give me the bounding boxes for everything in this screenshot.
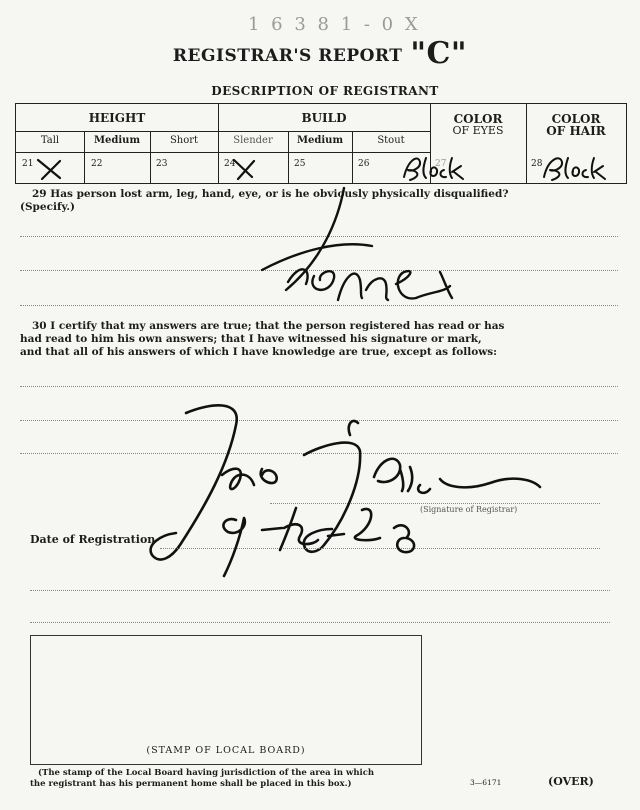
rule-line [30, 590, 610, 591]
form-number: 3—6171 [470, 778, 502, 787]
height-medium-label: Medium [93, 135, 141, 146]
signature-caption: (Signature of Registrar) [420, 505, 518, 514]
rule-line [30, 622, 610, 623]
stamp-box-label: (STAMP OF LOCAL BOARD) [146, 745, 306, 756]
registration-date-text: 9-12-18 [320, 480, 324, 481]
stamp-instructions [30, 768, 430, 790]
description-table [15, 103, 627, 184]
build-stout-label: Stout [377, 135, 405, 146]
eye-color-handwriting [404, 152, 463, 180]
hair-color-value: Black [586, 152, 589, 153]
series-letter: "C" [410, 36, 468, 71]
eye-color-header-line2: OF EYES [452, 124, 504, 137]
field-27: 27 [435, 159, 447, 169]
over-indicator: (OVER) [548, 775, 594, 788]
stamp-instructions-line2: the registrant has his permanent home shall be placed in this box.) [30, 779, 352, 789]
question-29-specify: (Specify.) [20, 201, 75, 213]
height-short-label: Short [169, 135, 199, 146]
field-26: 26 [358, 159, 370, 169]
eye-color-header-line1: COLOR [453, 112, 503, 126]
hair-color-handwriting [544, 152, 605, 180]
physical-answer-text: None [320, 180, 323, 181]
question-30-number: 30 [32, 320, 47, 332]
field-21: 21 [22, 159, 34, 169]
signature-name-text: Jas J Price [340, 395, 346, 396]
eye-color-header [430, 113, 526, 137]
field-22: 22 [91, 159, 103, 169]
report-title-text: REGISTRAR'S REPORT [172, 46, 403, 66]
height-tall-label: Tall [40, 135, 60, 146]
stamp-instructions-line1: (The stamp of the Local Board having jurisdiction of the area in which [38, 768, 375, 778]
date-of-registration-label: Date of Registration [30, 533, 156, 546]
question-30 [20, 320, 620, 359]
height-header: HEIGHT [88, 111, 146, 125]
slender-check-mark [234, 160, 254, 179]
report-title [0, 36, 640, 71]
field-24: 24 [224, 159, 236, 169]
physical-disqualification-answer [0, 180, 640, 320]
section-subtitle: DESCRIPTION OF REGISTRANT [211, 84, 439, 98]
rule-line [20, 386, 618, 387]
build-medium-label: Medium [296, 135, 344, 146]
question-30-line1: I certify that my answers are true; that the person registered has read or has [50, 320, 505, 332]
local-board-stamp-box [30, 635, 422, 765]
question-29-number: 29 [32, 188, 47, 200]
serial-stamp: 1 6 3 8 1 - 0 X [248, 14, 421, 35]
field-23: 23 [156, 159, 168, 169]
question-29-text: Has person lost arm, leg, hand, eye, or is he obviously physically disqualified? [50, 188, 509, 200]
hair-color-header [526, 113, 626, 137]
hair-color-header-line2: OF HAIR [546, 124, 606, 138]
build-slender-label: Slender [233, 135, 273, 146]
eye-color-value: Black [446, 152, 449, 153]
hair-color-header-line1: COLOR [551, 112, 601, 126]
field-28: 28 [531, 159, 543, 169]
question-30-line3: and that all of his answers of which I have knowledge are true, except as follows: [20, 346, 498, 358]
question-30-line2: had read to him his own answers; that I have witnessed his signature or mark, [20, 333, 482, 345]
registration-date-handwriting [0, 480, 640, 590]
build-header: BUILD [301, 111, 347, 125]
field-25: 25 [294, 159, 306, 169]
tall-check-mark [38, 160, 60, 179]
